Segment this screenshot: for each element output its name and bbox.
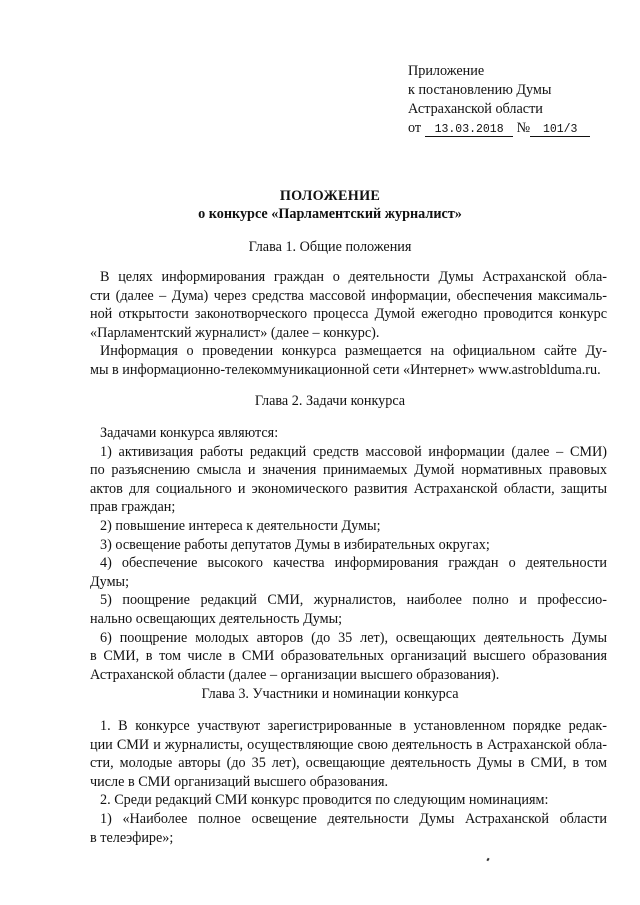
text-line: ции СМИ и журналисты, осуществляющие свою деятельность в Астраханской обла-	[90, 736, 607, 753]
text-line: в СМИ, в том числе в СМИ образовательных организаций высшего образования	[90, 648, 607, 665]
chapter-1-heading: Глава 1. Общие положения	[248, 239, 412, 255]
chapter-1-paragraph-1	[90, 268, 607, 380]
date-prefix: от	[408, 120, 422, 136]
text-line: мы в информационно-телекоммуникационной сети «Интернет» www.astrobldumа.ru.	[90, 361, 601, 378]
scan-speck	[486, 858, 489, 862]
text-line: Думы;	[90, 573, 130, 590]
text-line: по разъяснению смысла и значения принимаемых Думой нормативных правовых	[90, 462, 607, 479]
text-line: 4) обеспечение высокого качества информирования граждан о деятельности	[100, 555, 607, 572]
appendix-header	[408, 62, 590, 138]
text-line: сти, молодые авторы (до 35 лет), освещающие деятельность Думы в СМИ, в том	[90, 755, 607, 772]
number-prefix: №	[516, 120, 531, 136]
text-line: 2. Среди редакций СМИ конкурс проводится по следующим номинациям:	[100, 792, 549, 809]
text-line: 1. В конкурсе участвуют зарегистрированные в установленном порядке редак-	[100, 718, 607, 734]
text-line: сти (далее – Дума) через средства массовой информации, обеспечения максималь-	[90, 287, 607, 304]
resolution-date: 13.03.2018	[425, 124, 513, 137]
text-line: Астраханской области (далее – организации высшего образования).	[90, 666, 500, 683]
chapter-3-body	[90, 717, 607, 847]
chapter-2-body	[90, 424, 607, 684]
text-line: 2) повышение интереса к деятельности Думы;	[100, 517, 381, 534]
appendix-region: Астраханской области	[408, 101, 543, 117]
text-line: Задачами конкурса являются:	[100, 425, 279, 441]
text-line: 1) «Наиболее полное освещение деятельности Думы Астраханской области	[100, 810, 607, 827]
text-line: 3) освещение работы депутатов Думы в избирательных округах;	[100, 536, 490, 553]
document-title: ПОЛОЖЕНИЕ	[279, 188, 381, 204]
text-line: В целях информирования граждан о деятельности Думы Астраханской обла-	[100, 269, 607, 285]
text-line: Информация о проведении конкурса размещается на официальном сайте Ду-	[100, 343, 607, 360]
text-line: 6) поощрение молодых авторов (до 35 лет), освещающих деятельность Думы	[100, 629, 607, 646]
document-subtitle: о конкурсе «Парламентский журналист»	[198, 206, 462, 222]
appendix-label: Приложение	[408, 63, 485, 79]
text-line: прав граждан;	[90, 499, 176, 516]
text-line: в телеэфире»;	[90, 829, 174, 846]
text-line: 1) активизация работы редакций средств массовой информации (далее – СМИ)	[100, 443, 607, 460]
chapter-2-heading: Глава 2. Задачи конкурса	[254, 393, 406, 409]
chapter-3-heading: Глава 3. Участники и номинации конкурса	[201, 686, 459, 702]
text-line: актов для социального и экономического развития Астраханской области, защиты	[90, 480, 607, 497]
text-line: ной открытости законотворческого процесса Думой ежегодно проводится конкурс	[90, 306, 607, 323]
appendix-date-line	[408, 119, 590, 138]
text-line: числе в СМИ организаций высшего образования.	[90, 773, 389, 790]
text-line: 5) поощрение редакций СМИ, журналистов, наиболее полно и профессио-	[100, 592, 607, 609]
appendix-resolution: к постановлению Думы	[408, 82, 552, 98]
text-line: «Парламентский журналист» (далее – конкурс).	[90, 324, 380, 341]
resolution-number: 101/3	[530, 124, 590, 137]
text-line: нально освещающих деятельность Думы;	[90, 610, 343, 627]
